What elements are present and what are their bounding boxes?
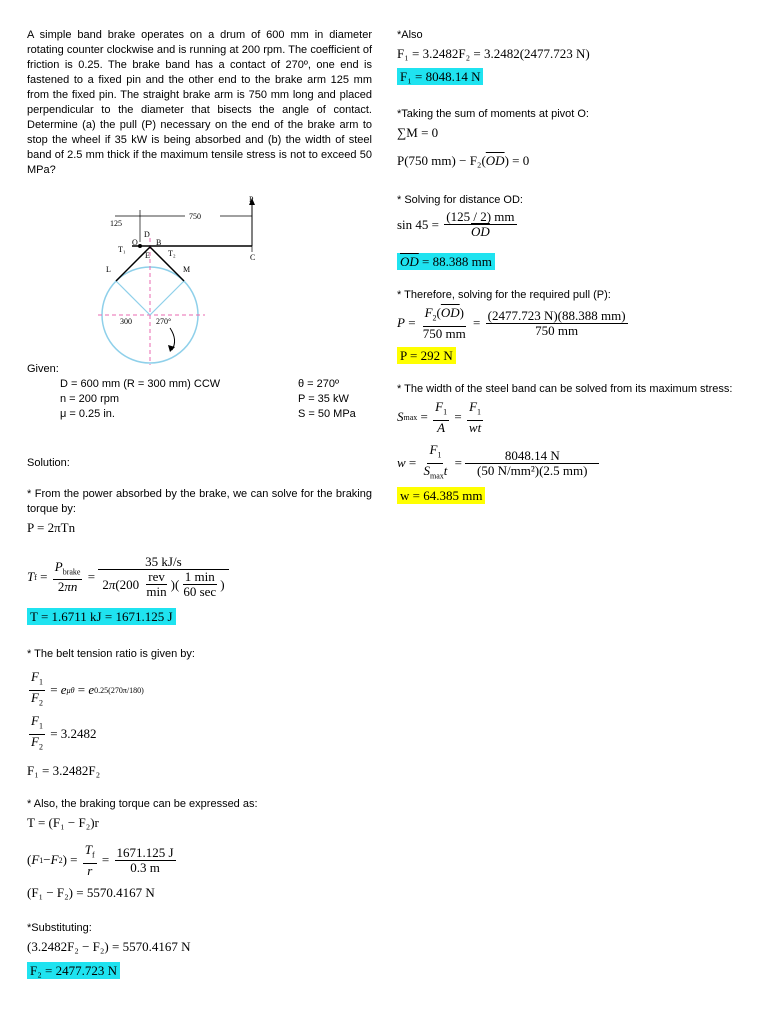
step4-text: *Substituting:	[27, 922, 92, 934]
given-title: Given:	[27, 363, 59, 375]
r3-result: $\overline{OD} = 88.388$ mm	[397, 254, 495, 270]
r2-eq1: ∑M = 0	[397, 125, 439, 140]
label-T1: T₁	[118, 245, 126, 254]
label-M: M	[183, 265, 191, 274]
r1-result: F₁ = 8048.14 N	[397, 69, 483, 85]
step2-eq2: $\frac{F_1}{F_2}$ = 3.2482	[31, 713, 97, 752]
step4-eq: (3.2482F₂ − F₂) = 5570.4167 N	[27, 939, 191, 954]
label-B: B	[156, 238, 162, 247]
step1-text: * From the power absorbed by the brake, we can solve for the braking torque by:	[27, 488, 372, 515]
given-left	[60, 377, 270, 422]
band-brake-figure	[90, 190, 280, 365]
r5-eq2: w = $\frac{F_1}{S_{max}t}$ = $\frac{8048.14 N}{\text{(50 N/mm²)(2.5 mm)}}$	[397, 443, 599, 483]
label-T2: T₂	[168, 249, 176, 258]
step2-eq1: $\frac{F_1}{F_2}$ = e μθ = e 0.25(270π/180)	[31, 669, 144, 708]
r4-text: * Therefore, solving for the required pull (P):	[397, 289, 611, 301]
dim-750-label: 750	[189, 212, 201, 221]
label-L: L	[106, 265, 111, 274]
given-left-2: μ = 0.25 in.	[60, 408, 115, 420]
step3-text: * Also, the braking torque can be expressed as:	[27, 798, 258, 810]
step2-eq3: F₁ = 3.2482F₂	[27, 763, 101, 778]
r5-result: w = 64.385 mm	[397, 488, 485, 504]
r3-eq: sin 45 = $\frac{(125 / 2) mm}{OD}$	[397, 209, 515, 239]
r1-eq: F₁ = 3.2482F₂ = 3.2482(2477.723 N)	[397, 46, 590, 61]
step1-eq1: P = 2πTn	[27, 520, 76, 535]
step1-eq2: T f = $\frac{P_{brake}}{2\pi n}$ = 35 kJ/s 2 π ( 200 $\frac{\text{rev}}{\min}$ )( $\frac{1 \min}{60 \sec}$ )	[27, 555, 229, 599]
step3-eq1: T = (F₁ − F₂)r	[27, 815, 99, 830]
r2-text: *Taking the sum of moments at pivot O:	[397, 108, 589, 120]
band-right	[150, 247, 184, 281]
solution-title: Solution:	[27, 457, 70, 469]
r4-result: P = 292 N	[397, 348, 456, 364]
r4-eq: P = $\frac{F_2(\overline{OD})}{750 mm}$ = $\frac{(2477.723 N)(88.388 mm)}{750 mm}$	[397, 305, 626, 341]
r3-text: * Solving for distance OD:	[397, 194, 523, 206]
given-right-0: θ = 270º	[298, 378, 340, 390]
step1-result: T = 1.6711 kJ = 1671.125 J	[27, 609, 176, 625]
label-P: P	[249, 195, 254, 204]
step2-text: * The belt tension ratio is given by:	[27, 648, 195, 660]
given-left-0: D = 600 mm (R = 300 mm) CCW	[60, 378, 221, 390]
label-E: E	[145, 251, 150, 260]
step4-result: F₂ = 2477.723 N	[27, 963, 120, 979]
given-left-1: n = 200 rpm	[60, 393, 120, 405]
label-C: C	[250, 253, 256, 262]
label-300: 300	[120, 317, 132, 326]
label-D: D	[144, 230, 150, 239]
dim-125-label: 125	[110, 219, 122, 228]
step3-eq3: (F₁ − F₂) = 5570.4167 N	[27, 885, 155, 900]
label-270: 270°	[156, 317, 172, 326]
label-O: O	[132, 238, 138, 247]
problem-statement: A simple band brake operates on a drum of 600 mm in diameter rotating counter clockwise and is running at 200 rpm. The coefficient of friction is 0.25. The brake band has a contact of 270º, one end is fastened to a fixed pin and the other end to the brake arm 125 mm from the fixed pin. The straight brake arm is 750 mm long and placed perpendicular to the diameter that bisects the angle of contact. Determine (a) the pull (P) necessary on the end of the brake arm to stop the wheel if 35 kW is being absorbed and (b) the width of steel band of 2.5 mm thick if the maximum tensile stress is not to exceed 50 MPa?	[27, 29, 372, 176]
r2-eq2: P(750 mm) − F₂( $\overline{OD}$ ) = 0	[397, 153, 530, 168]
step3-eq2: ( F 1 − F 2 ) = $\frac{T_f}{r}$ = $\frac{1671.125 J}{0.3 m}$	[27, 842, 174, 878]
given-right	[298, 377, 378, 422]
r5-text: * The width of the steel band can be solved from its maximum stress:	[397, 383, 733, 395]
r1-text: *Also	[397, 29, 423, 41]
r5-eq1: S max = $\frac{F_1}{A}$ = $\frac{F_1}{wt}$	[397, 399, 482, 435]
step1-num: 35 kJ/s	[98, 555, 228, 570]
given-right-2: S = 50 MPa	[298, 408, 356, 420]
given-right-1: P = 35 kW	[298, 393, 349, 405]
